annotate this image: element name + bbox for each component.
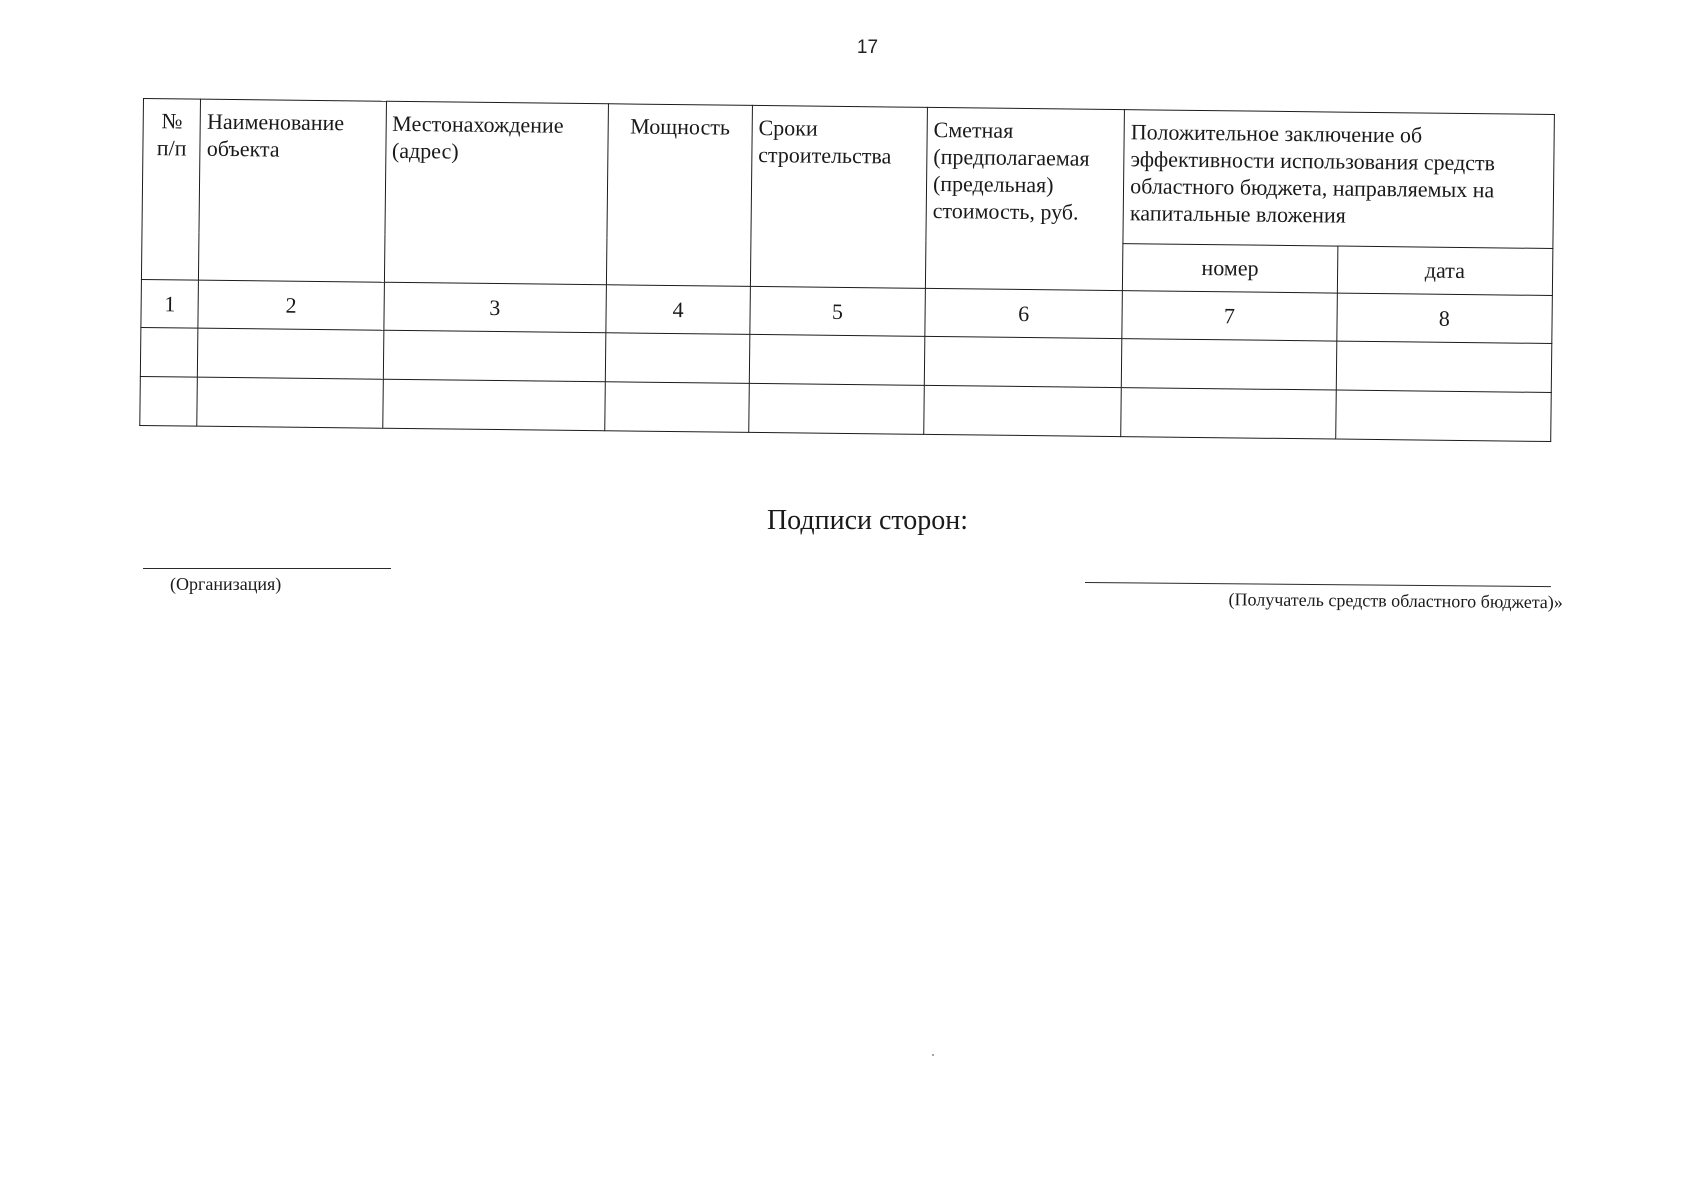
table-cell [382, 379, 605, 431]
subheader-cell-number: номер [1123, 243, 1338, 293]
signatures-title: Подписи сторон: [766, 505, 969, 536]
table-cell [1121, 388, 1336, 439]
column-number-cell: 5 [750, 286, 926, 336]
header-cell-object-name [199, 99, 386, 282]
table-cell [197, 377, 383, 428]
table-cell [1336, 341, 1552, 392]
header-cell-estimated-cost [925, 107, 1124, 290]
table-cell [924, 385, 1122, 436]
header-cell-number [141, 99, 200, 281]
signature-caption-recipient: (Получатель средств областного бюджета)» [1228, 589, 1563, 613]
header-label-number: № п/п [156, 108, 187, 161]
header-cell-construction-period [750, 105, 927, 288]
signature-caption-organization: (Организация) [170, 574, 282, 594]
column-number-cell: 3 [383, 282, 606, 333]
objects-table-wrapper [139, 98, 1555, 442]
header-label-estimated-cost: Сметная (предполагаемая (предельная) стоимость, руб. [932, 116, 1090, 225]
table-cell [605, 382, 749, 433]
column-number-cell: 6 [925, 288, 1123, 338]
table-cell [749, 334, 925, 385]
column-number-cell: 2 [198, 280, 384, 330]
signature-block-recipient [1085, 582, 1563, 613]
header-cell-location [384, 101, 608, 285]
column-number-cell: 7 [1122, 291, 1337, 341]
objects-table [139, 98, 1555, 442]
header-label-location: Местонахождение (адрес) [391, 110, 564, 164]
subheader-cell-date: дата [1337, 246, 1553, 296]
table-cell [383, 330, 606, 382]
signature-block-organization [143, 568, 391, 595]
signature-line [1085, 582, 1551, 587]
table-cell [924, 336, 1122, 387]
scan-speck [932, 1054, 934, 1056]
table-cell [749, 383, 925, 434]
header-label-object-name: Наименование объекта [206, 108, 345, 162]
table-cell [1121, 339, 1336, 390]
header-cell-capacity [606, 104, 752, 287]
table-header-row [142, 99, 1554, 249]
column-number-cell: 1 [141, 279, 199, 328]
header-cell-positive-conclusion [1123, 110, 1554, 249]
page-number: 17 [856, 37, 879, 58]
header-label-construction-period: Сроки строительства [758, 114, 892, 169]
header-label-positive-conclusion: Положительное заключение об эффективности использования средств областного бюджета, направляемых на капитальные вложения [1129, 119, 1496, 228]
signature-line [143, 568, 391, 569]
header-label-capacity: Мощность [630, 113, 731, 140]
column-number-cell: 8 [1336, 293, 1552, 343]
table-cell [140, 376, 198, 426]
column-number-cell: 4 [606, 285, 750, 335]
table-cell [1335, 390, 1551, 441]
table-cell [605, 333, 749, 384]
table-cell [140, 327, 198, 377]
table-cell [198, 328, 384, 379]
